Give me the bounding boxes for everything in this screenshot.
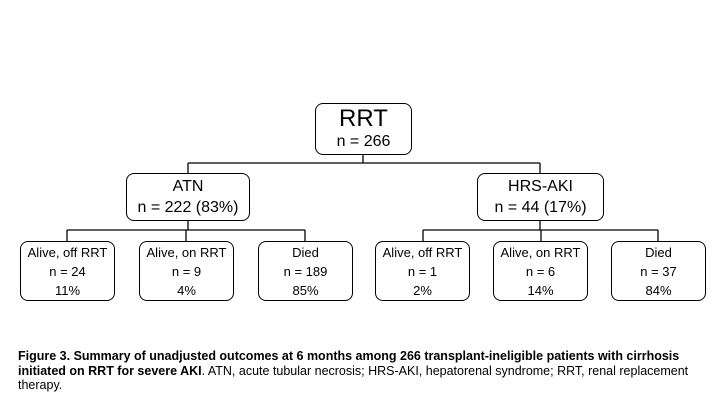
group-count: n = 222 (83%): [137, 199, 239, 216]
outcome-label: Alive, off RRT: [27, 245, 108, 260]
hrs-outcome-alive-on-rrt: [493, 241, 588, 301]
hrs-outcome-alive-off-rrt: [375, 241, 470, 301]
root-count: n = 266: [336, 133, 391, 150]
atn-outcome-alive-on-rrt: [139, 241, 234, 301]
outcome-percent: 84%: [645, 283, 672, 298]
outcome-percent: 14%: [527, 283, 554, 298]
outcome-percent: 85%: [292, 283, 319, 298]
group-title: HRS-AKI: [508, 178, 573, 195]
atn-outcome-died: [258, 241, 353, 301]
outcome-label: Died: [645, 245, 672, 260]
outcome-percent: 4%: [177, 283, 196, 298]
outcome-count: n = 1: [407, 264, 438, 279]
outcome-percent: 2%: [413, 283, 432, 298]
group-node-hrs-aki: [477, 173, 604, 221]
caption-title: Figure 3. Summary of unadjusted outcomes at 6 months among 266 transplant-ineligible patients with cirrhosis initiated on RRT for severe AKI: [18, 349, 680, 378]
outcome-count: n = 9: [171, 264, 202, 279]
outcome-count: n = 6: [525, 264, 556, 279]
hrs-outcome-died: [611, 241, 706, 301]
caption-text: . ATN, acute tubular necrosis; HRS-AKI, hepatorenal syndrome; RRT, renal replacement therapy.: [18, 363, 689, 392]
outcome-label: Alive, on RRT: [500, 245, 581, 260]
group-title: ATN: [172, 178, 204, 195]
outcome-label: Alive, on RRT: [146, 245, 227, 260]
root-title: RRT: [339, 105, 388, 132]
atn-outcome-alive-off-rrt: [20, 241, 115, 301]
root-node-rrt: [315, 103, 412, 155]
figure-caption: [18, 349, 708, 393]
group-count: n = 44 (17%): [494, 199, 587, 216]
outcome-count: n = 37: [640, 264, 677, 279]
outcome-label: Died: [292, 245, 319, 260]
group-node-atn: [126, 173, 250, 221]
outcome-percent: 11%: [54, 283, 81, 298]
outcome-label: Alive, off RRT: [382, 245, 463, 260]
outcome-count: n = 24: [49, 264, 86, 279]
outcome-count: n = 189: [283, 264, 328, 279]
